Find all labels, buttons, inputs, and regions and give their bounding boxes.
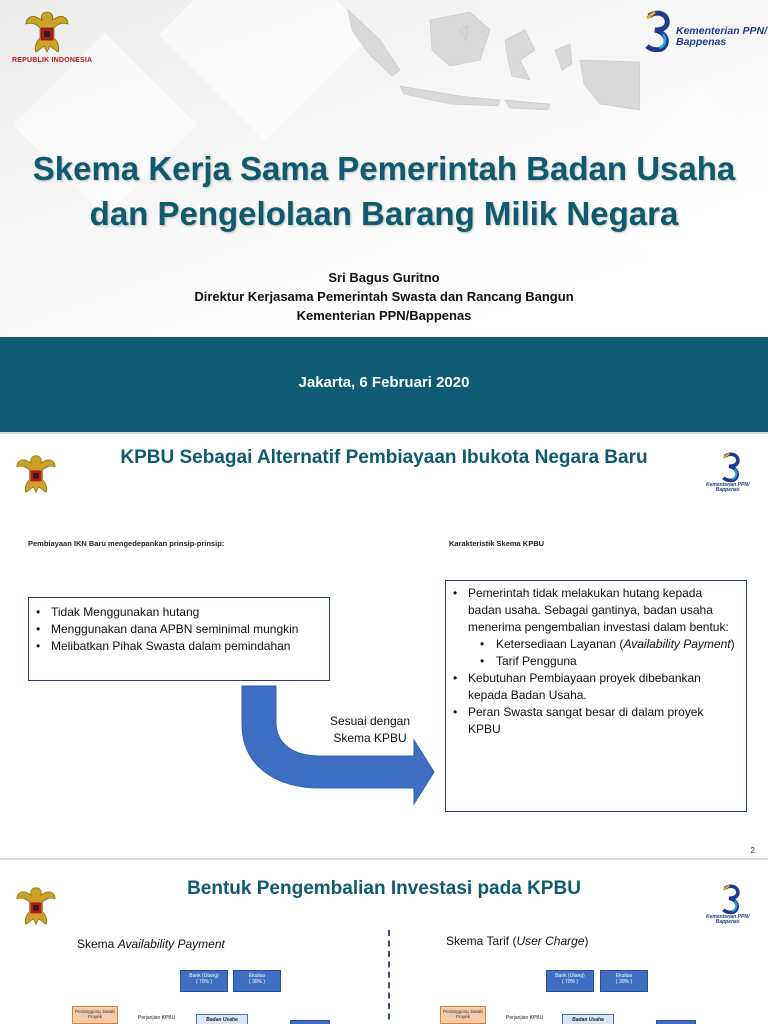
penanggung-box: Penanggung Jawab Proyek <box>72 1006 118 1024</box>
bappenas-logo-icon <box>722 452 742 482</box>
principle-item: • Tidak Menggunakan hutang <box>29 604 329 621</box>
characteristic-subitem: • Tarif Pengguna <box>446 653 738 670</box>
subitem-italic: Availability Payment <box>623 637 731 651</box>
left-section-label: Pembiayaan IKN Baru mengedepankan prinsip-prinsip: <box>28 539 225 548</box>
bank-percent: ( 70% ) <box>561 979 579 985</box>
title-line-2: dan Pengelolaan Barang Milik Negara <box>89 195 679 232</box>
agreement-label: Perjanjian KPBU <box>138 1015 176 1021</box>
kpbu-alternative-slide <box>0 434 768 858</box>
republik-indonesia-label: REPUBLIK INDONESIA <box>12 57 93 64</box>
presenter-role: Direktur Kerjasama Pemerintah Swasta dan Rancang Bangun <box>194 289 574 304</box>
ministry-logo-line1: Kementerian PPN/ <box>706 482 750 488</box>
equity-label: Ekuitas <box>615 973 633 979</box>
agreement-label: Perjanjian KPBU <box>506 1015 544 1021</box>
title-slide <box>0 0 768 432</box>
principle-item: • Menggunakan dana APBN seminimal mungkin <box>29 621 329 638</box>
badan-usaha-box: Badan Usaha <box>562 1014 614 1024</box>
presentation-title <box>0 146 768 236</box>
bank-label: Bank (Utang) <box>189 973 219 979</box>
scheme-italic: User Charge <box>516 934 585 948</box>
scheme-italic: Availability Payment <box>117 937 225 951</box>
ministry-logo-line2: Bappenas <box>676 36 727 49</box>
investment-return-slide <box>0 860 768 1024</box>
bappenas-logo-icon <box>722 884 742 914</box>
presenter-org: Kementerian PPN/Bappenas <box>296 308 472 323</box>
diagram-block <box>656 1020 696 1024</box>
slide-title: KPBU Sebagai Alternatif Pembiayaan Ibukota Negara Baru <box>120 447 648 468</box>
ministry-logo-line1: Kementerian PPN/ <box>676 25 768 37</box>
equity-box <box>600 970 648 992</box>
scheme-prefix: Skema Tarif ( <box>446 934 517 948</box>
left-scheme-heading <box>77 937 225 951</box>
ministry-logo-text <box>706 915 749 926</box>
subitem-text: Ketersediaan Layanan ( <box>496 637 624 651</box>
principle-item: • Melibatkan Pihak Swasta dalam pemindahan <box>29 638 329 655</box>
diagram-block <box>290 1020 330 1024</box>
scheme-suffix: ) <box>584 934 589 948</box>
characteristic-item: • Peran Swasta sangat besar di dalam proyek KPBU <box>446 704 738 738</box>
arrow-caption-line2: Skema KPBU <box>333 731 407 745</box>
indonesia-map <box>340 0 640 135</box>
presenter-block <box>0 268 768 325</box>
characteristics-box <box>445 580 747 812</box>
garuda-emblem-icon <box>24 8 70 56</box>
penanggung-box: Penanggung Jawab Proyek <box>440 1006 486 1024</box>
right-section-label: Karakteristik Skema KPBU <box>449 539 545 548</box>
right-scheme-heading <box>446 934 589 948</box>
equity-label: Ekuitas <box>248 973 266 979</box>
bank-label: Bank (Utang) <box>555 973 585 979</box>
equity-box <box>233 970 281 992</box>
page-number: 2 <box>750 846 755 855</box>
badan-usaha-box: Badan Usaha <box>196 1014 248 1024</box>
principles-box <box>28 597 330 681</box>
ministry-logo-line2: Bappenas <box>715 919 740 926</box>
characteristic-item: • Pemerintah tidak melakukan hutang kepada badan usaha. Sebagai gantinya, badan usaha menerima pengembalian investasi dalam bentuk: <box>446 585 738 636</box>
scheme-divider <box>388 930 390 1024</box>
equity-percent: ( 30% ) <box>248 979 266 985</box>
bappenas-logo-icon <box>645 10 673 52</box>
presenter-name: Sri Bagus Guritno <box>328 270 440 285</box>
arrow-caption <box>310 713 430 747</box>
bank-percent: ( 70% ) <box>195 979 213 985</box>
scheme-prefix: Skema <box>77 937 118 951</box>
bank-box <box>546 970 594 992</box>
ministry-logo-text <box>676 26 767 48</box>
subitem-close: ) <box>730 637 735 651</box>
characteristic-subitem <box>446 636 738 653</box>
slide-title: Bentuk Pengembalian Investasi pada KPBU <box>187 878 581 899</box>
equity-percent: ( 30% ) <box>615 979 633 985</box>
title-line-1: Skema Kerja Sama Pemerintah Badan Usaha <box>32 150 736 187</box>
ministry-logo-line1: Kementerian PPN/ <box>706 914 750 920</box>
ministry-logo-text <box>706 483 749 494</box>
arrow-caption-line1: Sesuai dengan <box>329 714 411 728</box>
place-date: Jakarta, 6 Februari 2020 <box>298 374 470 391</box>
bank-box <box>180 970 228 992</box>
characteristic-item: • Kebutuhan Pembiayaan proyek dibebankan kepada Badan Usaha. <box>446 670 738 704</box>
ministry-logo-line2: Bappenas <box>715 487 740 494</box>
